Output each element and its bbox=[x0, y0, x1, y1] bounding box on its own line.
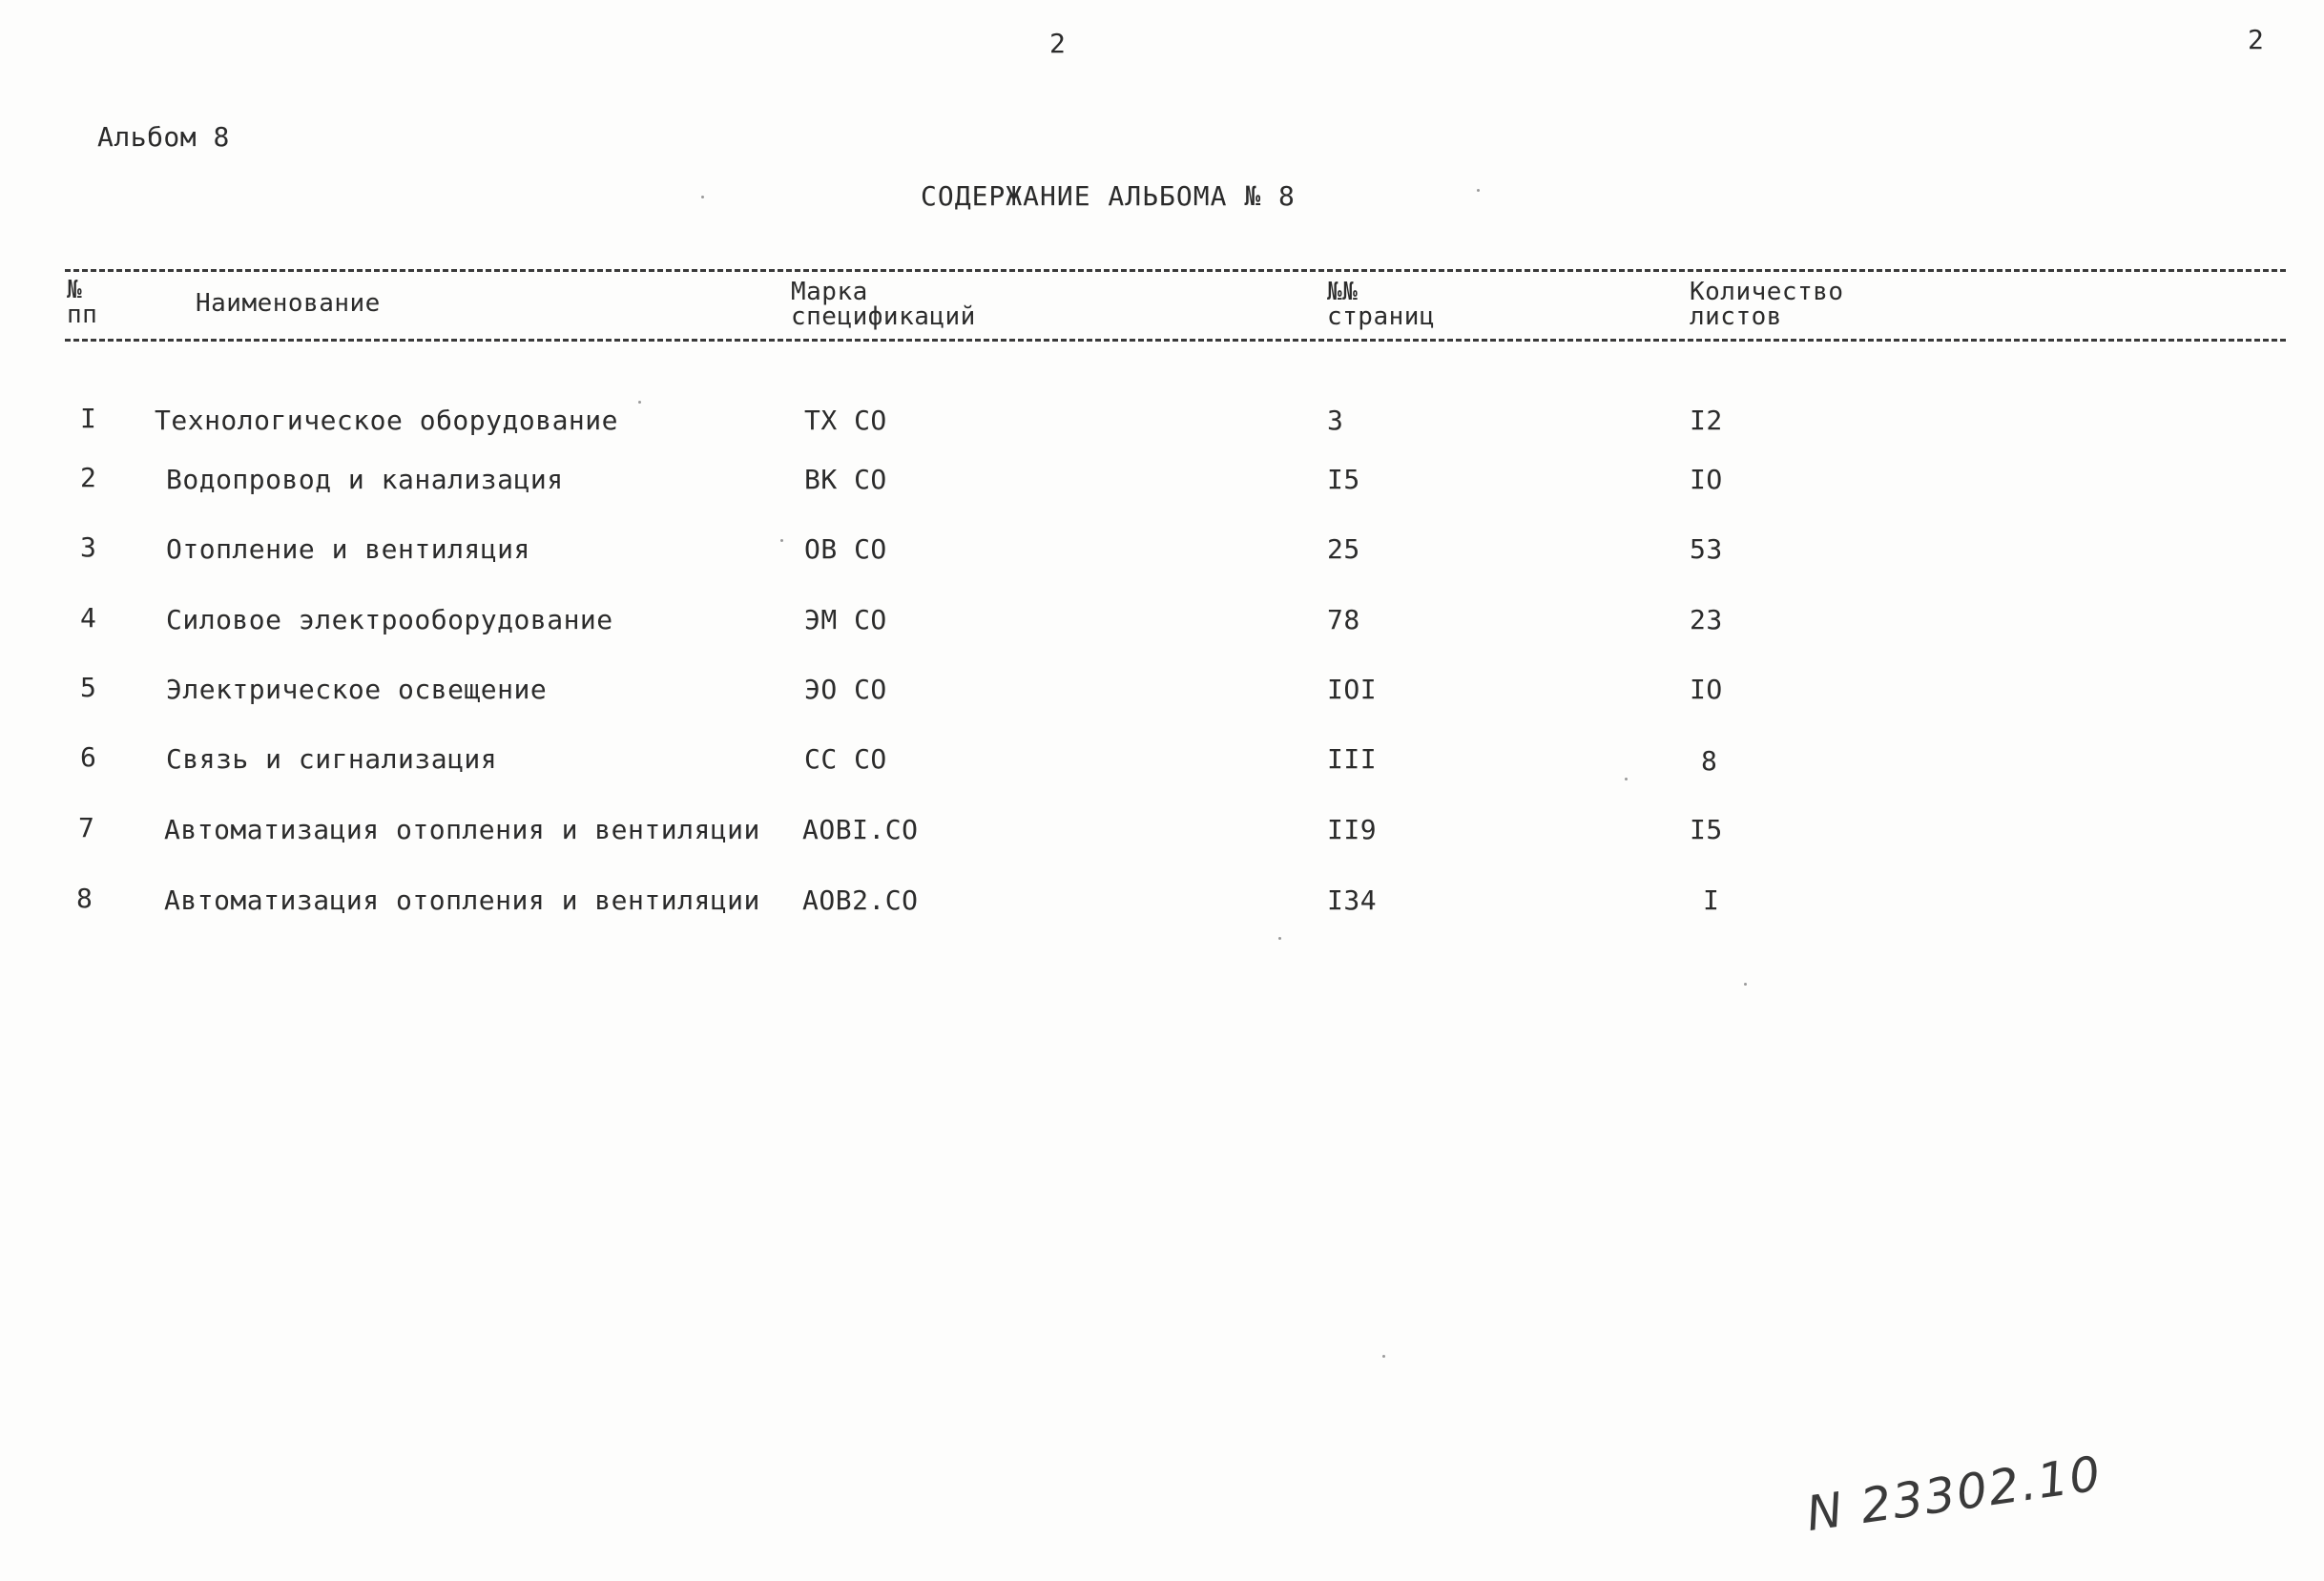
handwritten-number: N 23302.10 bbox=[1802, 1446, 2106, 1542]
row-name: Электрическое освещение bbox=[166, 674, 548, 705]
header-sheets-line1: Количество bbox=[1690, 278, 1844, 306]
scan-speck bbox=[1744, 983, 1747, 986]
scan-speck bbox=[1477, 189, 1480, 192]
header-num-line1: № bbox=[67, 276, 83, 304]
row-sheets: IO bbox=[1690, 464, 1723, 495]
scan-speck bbox=[701, 196, 704, 198]
row-sheets: I2 bbox=[1690, 405, 1723, 436]
row-name: Водопровод и канализация bbox=[166, 464, 564, 495]
header-num-line2: пп bbox=[67, 301, 98, 329]
row-mark: ТХ СО bbox=[804, 405, 887, 436]
header-sheets-line2: листов bbox=[1690, 302, 1782, 331]
scan-speck bbox=[1382, 1355, 1385, 1358]
row-num: 5 bbox=[80, 672, 97, 703]
row-mark: ВК СО bbox=[804, 464, 887, 495]
row-name: Силовое электрооборудование bbox=[166, 604, 613, 635]
page-number-right: 2 bbox=[2248, 24, 2265, 55]
row-mark: ОВ СО bbox=[804, 533, 887, 565]
header-pages-line2: страниц bbox=[1327, 302, 1436, 331]
scan-speck bbox=[1625, 778, 1628, 780]
row-mark: АОВ2.СО bbox=[802, 884, 919, 916]
row-page: II9 bbox=[1327, 814, 1378, 845]
row-page: I34 bbox=[1327, 884, 1378, 916]
row-sheets: 53 bbox=[1690, 533, 1723, 565]
header-pages-line1: №№ bbox=[1327, 278, 1359, 306]
row-name: Отопление и вентиляция bbox=[166, 533, 530, 565]
row-sheets: 23 bbox=[1690, 604, 1723, 635]
scan-speck bbox=[780, 539, 783, 542]
row-page: 78 bbox=[1327, 604, 1360, 635]
header-bottom-rule bbox=[65, 339, 2286, 342]
row-sheets: IO bbox=[1690, 674, 1723, 705]
row-name: Автоматизация отопления и вентиляции bbox=[164, 884, 760, 916]
row-name: Технологическое оборудование bbox=[155, 405, 619, 436]
row-num: 6 bbox=[80, 741, 97, 773]
album-label: Альбом 8 bbox=[97, 121, 230, 153]
row-page: I5 bbox=[1327, 464, 1360, 495]
row-mark: АОВI.СО bbox=[802, 814, 919, 845]
header-mark-line2: спецификаций bbox=[791, 302, 976, 331]
scan-speck bbox=[1278, 937, 1281, 940]
row-page: 3 bbox=[1327, 405, 1344, 436]
row-sheets: 8 bbox=[1701, 745, 1718, 777]
header-top-rule bbox=[65, 269, 2286, 272]
header-name: Наименование bbox=[196, 289, 381, 318]
row-num: I bbox=[80, 403, 97, 434]
row-sheets: I bbox=[1703, 884, 1720, 916]
scan-speck bbox=[638, 401, 641, 404]
row-num: 4 bbox=[80, 602, 97, 634]
row-page: 25 bbox=[1327, 533, 1360, 565]
row-num: 7 bbox=[78, 812, 95, 843]
row-page: IOI bbox=[1327, 674, 1378, 705]
page-title: СОДЕРЖАНИЕ АЛЬБОМА № 8 bbox=[921, 180, 1296, 212]
header-mark-line1: Марка bbox=[791, 278, 868, 306]
row-name: Автоматизация отопления и вентиляции bbox=[164, 814, 760, 845]
row-mark: СС СО bbox=[804, 743, 887, 775]
row-name: Связь и сигнализация bbox=[166, 743, 498, 775]
row-num: 2 bbox=[80, 462, 97, 493]
row-num: 8 bbox=[76, 883, 93, 914]
row-mark: ЭМ СО bbox=[804, 604, 887, 635]
row-num: 3 bbox=[80, 531, 97, 563]
row-page: III bbox=[1327, 743, 1378, 775]
row-mark: ЭО СО bbox=[804, 674, 887, 705]
row-sheets: I5 bbox=[1690, 814, 1723, 845]
page-number-center: 2 bbox=[1049, 28, 1067, 59]
